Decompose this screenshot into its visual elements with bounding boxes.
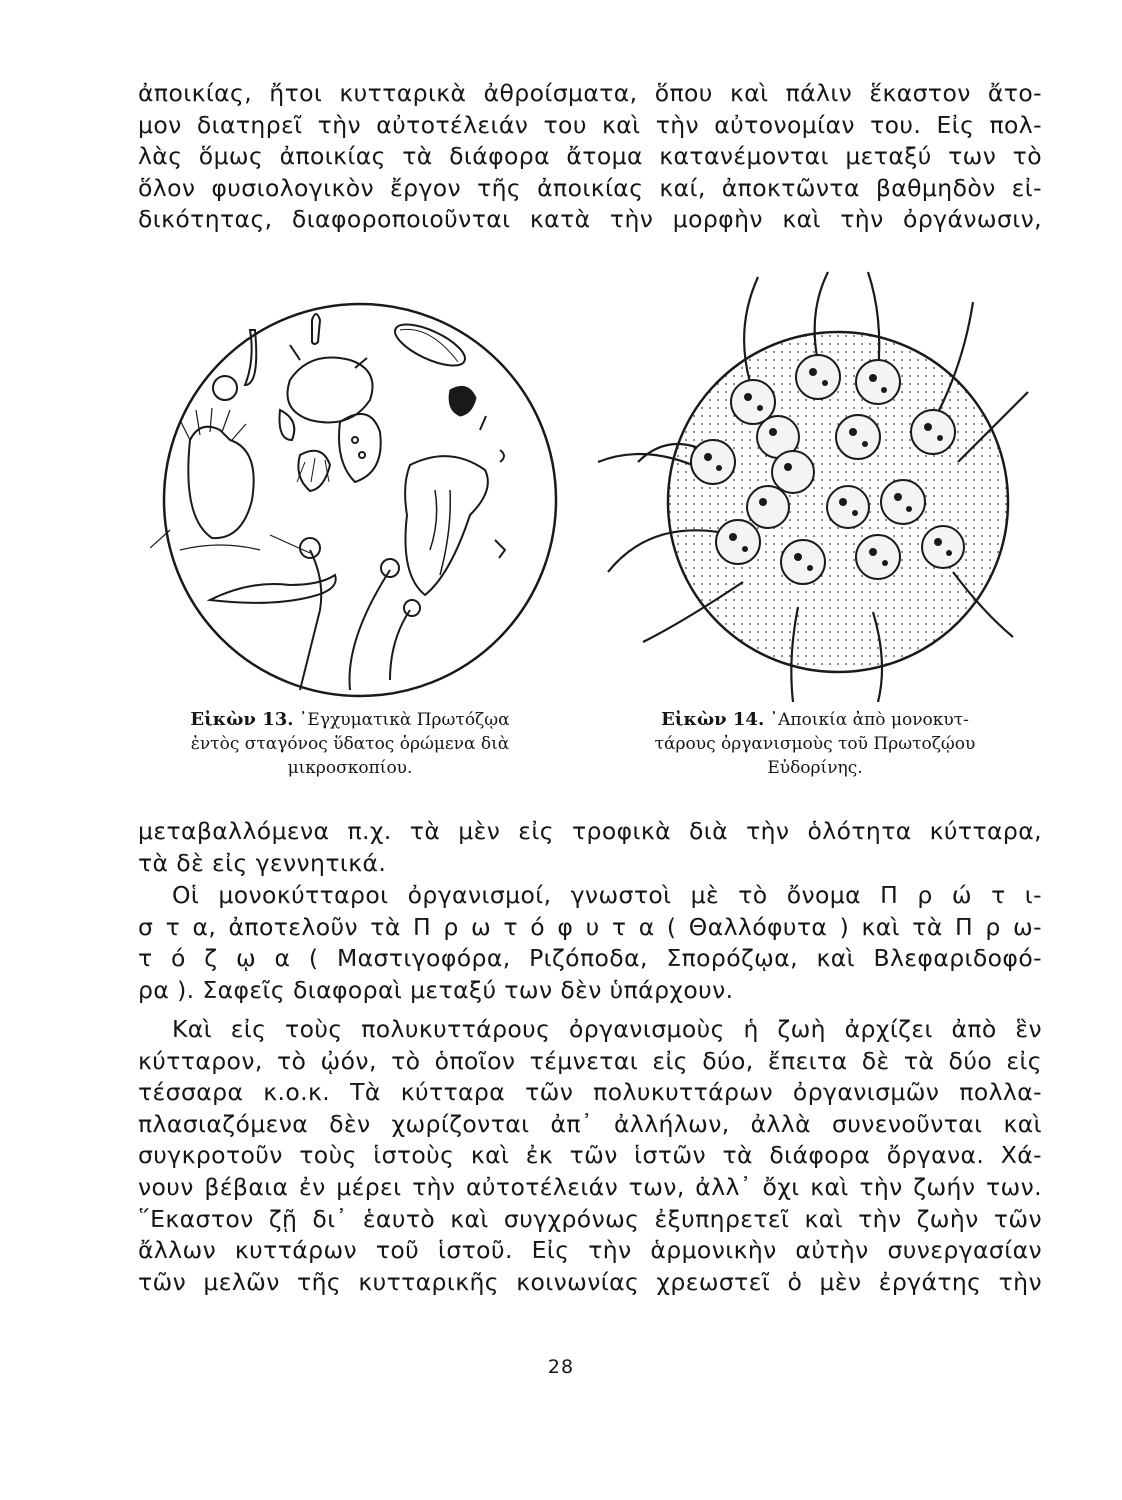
text-line: ρα ). Σαφεῖς διαφοραὶ μεταξύ των δὲν ὑπάρχουν. — [138, 975, 734, 1004]
text-line: δικότητας, διαφοροποιοῦνται κατὰ τὴν μορφὴν καὶ τὴν ὀργάνωσιν, — [138, 205, 1042, 234]
caption-line: ᾿Αποικία ἀπὸ μονοκυτ- — [769, 710, 969, 730]
text-line: ὅλον φυσιολογικὸν ἔργον τῆς ἀποικίας καί, ἀποκτῶντα βαθμηδὸν εἰ- — [138, 173, 1042, 202]
figure-14-illustration — [588, 262, 1033, 702]
text-line: μον διατηρεῖ τὴν αὐτοτέλειάν του καὶ τὴν αὐτονομίαν του. Εἰς πολ- — [138, 110, 1042, 139]
figure-13-label: Εἰκὼν 13. — [190, 709, 294, 730]
page-number: 28 — [547, 1356, 575, 1378]
caption-line: ᾿Εγχυματικὰ Πρωτόζῳα — [298, 710, 510, 730]
paragraph-protista — [138, 880, 1042, 1006]
figure-13-caption — [140, 708, 560, 780]
text-line: συγκροτοῦν τοὺς ἱστοὺς καὶ ἐκ τῶν ἱστῶν τὰ διάφορα ὄργανα. Χά- — [138, 1141, 1042, 1170]
text-line: ῞Εκαστον ζῇ δι᾿ ἑαυτὸ καὶ συγχρόνως ἐξυπηρετεῖ καὶ τὴν ζωὴν τῶν — [138, 1204, 1042, 1233]
caption-line: ἐντὸς σταγόνος ὕδατος ὁρώμενα διὰ — [190, 734, 510, 754]
text-line: ἀποικίας, ἤτοι κυτταρικὰ ἀθροίσματα, ὅπου καὶ πάλιν ἕκαστον ἄτο- — [138, 79, 1042, 107]
text-line: τῶν μελῶν τῆς κυτταρικῆς κοινωνίας χρεωστεῖ ὁ μὲν ἐργάτης τὴν — [138, 1267, 1042, 1296]
text-line: κύτταρον, τὸ ᾠόν, τὸ ὁποῖον τέμνεται εἰς δύο, ἔπειτα δὲ τὰ δύο εἰς — [138, 1046, 1042, 1075]
caption-line: τάρους ὀργανισμοὺς τοῦ Πρωτοζῴου — [654, 734, 976, 754]
text-line: μεταβαλλόμενα π.χ. τὰ μὲν εἰς τροφικὰ διὰ τὴν ὁλότητα κύτταρα, — [138, 817, 1042, 845]
paragraph-top — [138, 78, 1042, 236]
text-line: νουν βέβαια ἐν μέρει τὴν αὐτοτέλειάν των, ἀλλ᾿ ὄχι καὶ τὴν ζωήν των. — [138, 1172, 1042, 1201]
text-line: τέσσαρα κ.ο.κ. Τὰ κύτταρα τῶν πολυκυττάρων ὀργανισμῶν πολλα- — [138, 1078, 1042, 1107]
figure-13-illustration — [150, 290, 570, 700]
text-line: τὰ δὲ εἰς γεννητικά. — [138, 848, 387, 877]
text-line: τ ό ζ ῳ α ( Μαστιγοφόρα, Ριζόποδα, Σπορόζῳα, καὶ Βλεφαριδοφό- — [138, 944, 1042, 973]
paragraph-multicellular — [138, 1014, 1042, 1298]
figure-14-label: Εἰκὼν 14. — [661, 709, 765, 730]
text-line: Οἱ μονοκύτταροι ὀργανισμοί, γνωστοὶ μὲ τὸ ὄνομα Π ρ ώ τ ι- — [172, 881, 1042, 909]
caption-line: μικροσκοπίου. — [287, 758, 413, 778]
text-line: Καὶ εἰς τοὺς πολυκυττάρους ὀργανισμοὺς ἡ ζωὴ ἀρχίζει ἀπὸ ἓν — [172, 1015, 1042, 1043]
figure-14-caption — [590, 708, 1040, 780]
text-line: ἄλλων κυττάρων τοῦ ἱστοῦ. Εἰς τὴν ἁρμονικὴν αὐτὴν συνεργασίαν — [138, 1236, 1042, 1265]
text-line: σ τ α, ἀποτελοῦν τὰ Π ρ ω τ ό φ υ τ α ( Θαλλόφυτα ) καὶ τὰ Π ρ ω- — [138, 912, 1042, 941]
paragraph-mid — [138, 816, 1042, 879]
text-line: πλασιαζόμενα δὲν χωρίζονται ἀπ᾿ ἀλλήλων, ἀλλὰ συνενοῦνται καὶ — [138, 1109, 1042, 1138]
text-line: λὰς ὅμως ἀποικίας τὰ διάφορα ἄτομα κατανέμονται μεταξύ των τὸ — [138, 142, 1042, 171]
caption-line: Εὐδορίνης. — [767, 758, 863, 778]
